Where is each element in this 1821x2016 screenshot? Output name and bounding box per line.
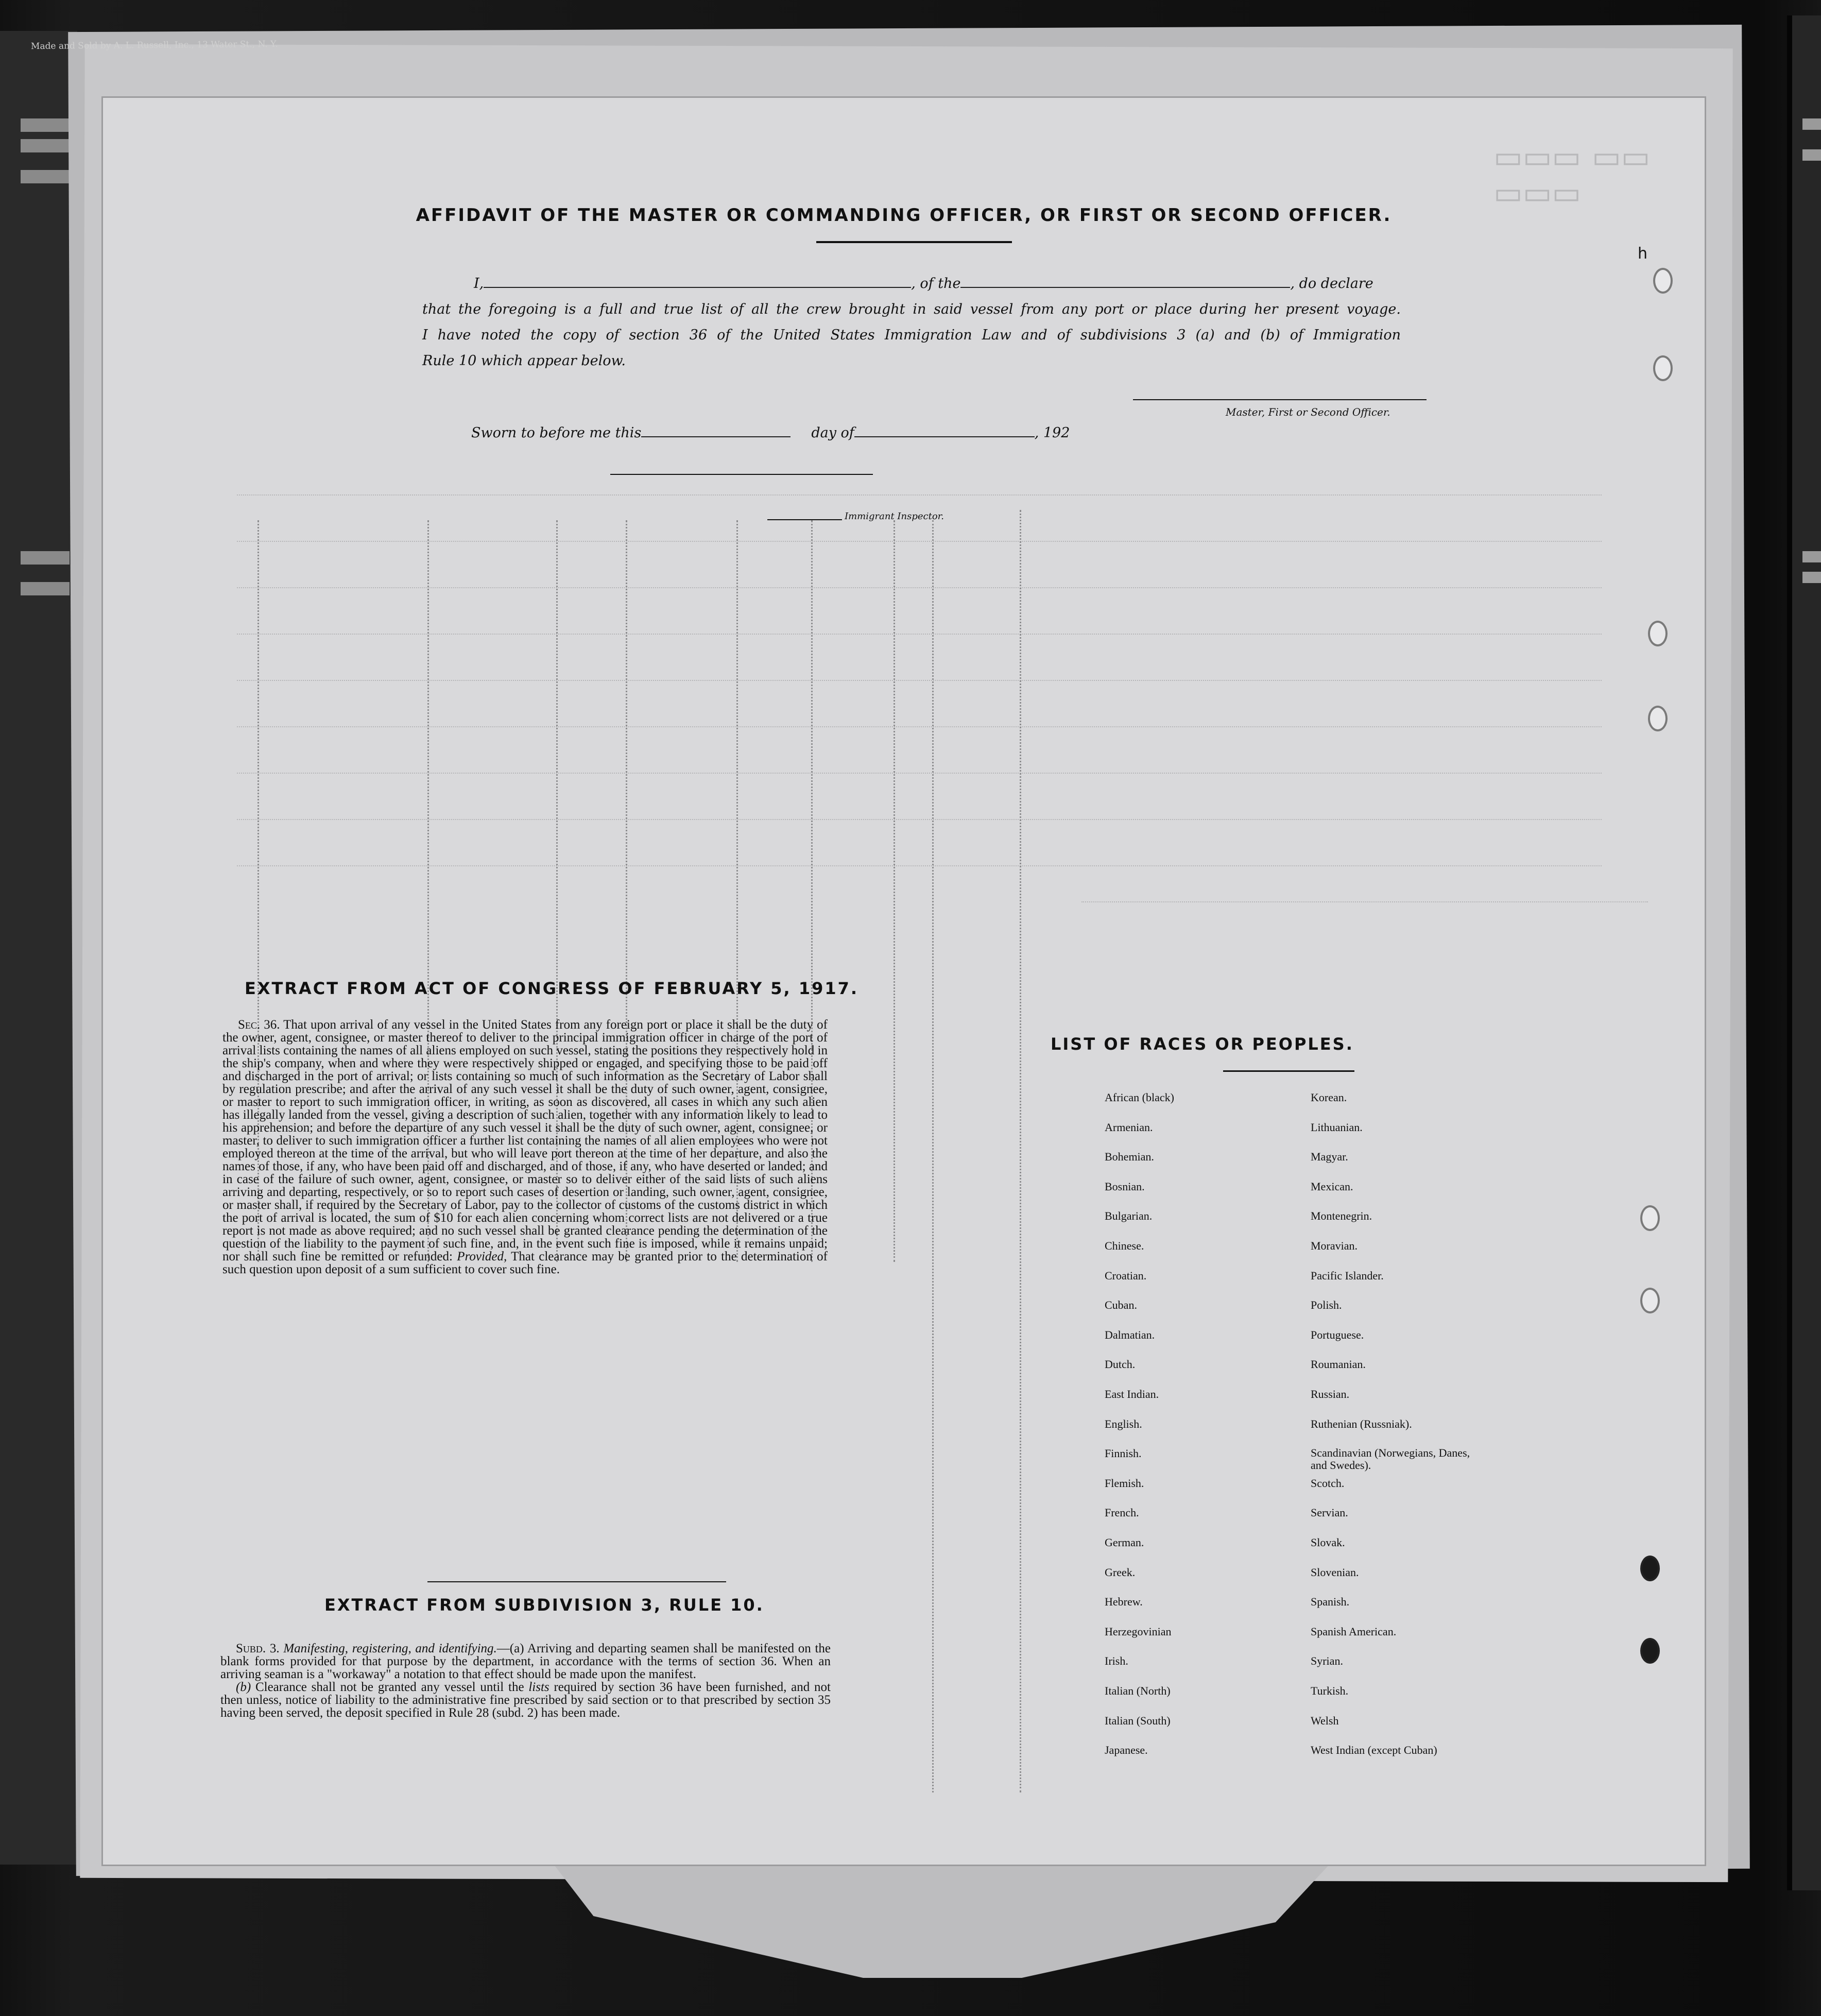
tab-mark: [1802, 572, 1821, 583]
part-b-label: (b): [236, 1680, 251, 1694]
race-item: Spanish.: [1311, 1595, 1350, 1609]
vessel-blank: [960, 278, 1290, 288]
manifest-sheet: [103, 98, 1705, 1865]
proviso-word: Provided,: [457, 1250, 507, 1263]
bleed-through-row: [237, 680, 1602, 681]
section-body: That upon arrival of any vessel in the United States from any foreign port or place it shall be the duty of the owner, agent, consignee, or master thereof to deliver to the principal immigration officer in charge of the port of arrival lists containing the names of all aliens employed on such vessel, stating the positions they respectively hold in the ship's company, when and where they were respectively shipped or engaged, and specifying those to be paid off and discharged in the port of arrival; or lists containing so much of such information as the Secretary of Labor shall by regulation prescribe; and after the arrival of any such vessel it shall be the duty of such owner, agent, consignee, or master to report to such immigration officer, in writing, as soon as discovered, all cases in which any such alien has illegally landed from the vessel, giving a description of such alien, together with any information likely to lead to his apprehension; and before the departure of any such vessel it shall be the duty of such owner, agent, consignee, or master, to deliver to such immigration officer a further list containing the names of all alien employees who were not employed thereon at the time of the arrival, but who will leave port thereon at the time of her departure, and also the names of those, if any, who have been paid off and discharged, and of those, if any, who have deserted or landed; and in case of the failure of such owner, agent, consignee, or master so to deliver either of the said lists of such aliens arriving and departing, respectively, or so to report such cases of desertion or landing, such owner, agent, consignee, or master shall, if required by the Secretary of Labor, pay to the collector of customs of the customs district in which the port of arrival is located, the sum of $10 for each alien concerning whom correct lists are not delivered or a true report is not made as above required; and no such vessel shall be granted clearance pending the determination of the question of the liability to the payment of such fine, and, in the event such fine is imposed, while it remains unpaid; nor shall such fine be remitted or refunded:: [222, 1018, 828, 1263]
race-item: Italian (North): [1105, 1684, 1171, 1697]
part-a-label: —(a): [496, 1642, 524, 1655]
race-item: Welsh: [1311, 1714, 1339, 1727]
race-item: Roumanian.: [1311, 1358, 1366, 1371]
affidavit-i: I,: [474, 276, 484, 292]
act-heading: EXTRACT FROM ACT OF CONGRESS OF FEBRUARY 5, 1917.: [245, 979, 859, 998]
punch-hole: [1648, 621, 1668, 646]
bleed-through-row: [237, 773, 1602, 774]
sworn-line: [471, 425, 1070, 441]
part-a-text: Arriving and departing seamen shall be manifested on the blank forms provided for that purpose by the department, in accordance with the terms of section 36. When an arriving seaman is a "workaway" a notation to that effect should be made upon the manifest.: [220, 1642, 831, 1681]
races-right-column: [1311, 1091, 1506, 1853]
tab-mark: [21, 582, 70, 595]
race-item: German.: [1105, 1536, 1144, 1549]
sworn-text-c: , 192: [1034, 425, 1070, 441]
race-item: Greek.: [1105, 1565, 1136, 1579]
sworn-text-b: day of: [811, 425, 854, 441]
affidavit-declare: , do declare: [1290, 276, 1373, 292]
section-divider: [427, 1581, 726, 1582]
inspector-line-upper: [610, 474, 873, 475]
race-item: Finnish.: [1105, 1447, 1142, 1460]
master-caption: Master, First or Second Officer.: [1226, 406, 1390, 418]
adjacent-page-left: [0, 31, 77, 1865]
race-item: Moravian.: [1311, 1239, 1358, 1252]
tab-mark: [21, 551, 70, 565]
punch-hole: [1640, 1638, 1660, 1664]
punch-hole: [1640, 1205, 1660, 1231]
margin-mark: h: [1638, 245, 1648, 263]
races-heading: LIST OF RACES OR PEOPLES.: [1051, 1034, 1354, 1054]
bleed-through-row: [237, 634, 1602, 635]
column-rule: [1020, 510, 1021, 1792]
tab-mark: [21, 139, 70, 152]
race-item: Polish.: [1311, 1299, 1342, 1312]
race-item: Dalmatian.: [1105, 1328, 1155, 1341]
race-item: Bulgarian.: [1105, 1209, 1153, 1223]
race-item: Hebrew.: [1105, 1595, 1143, 1609]
race-item: Slovenian.: [1311, 1565, 1359, 1579]
adjacent-page-right: [1787, 15, 1821, 1890]
race-item: Dutch.: [1105, 1358, 1136, 1371]
race-item: Bohemian.: [1105, 1150, 1154, 1164]
bleed-through-row: [237, 587, 1602, 588]
race-item: Magyar.: [1311, 1150, 1348, 1164]
race-item: Ruthenian (Russniak).: [1311, 1417, 1412, 1430]
tab-mark: [1802, 118, 1821, 130]
race-item: Mexican.: [1311, 1180, 1353, 1193]
rule-10-text: [220, 1642, 831, 1719]
affidavit-line-3: I have noted the copy of section 36 of the United States Immigration Law and of subdivisions 3 (a) and (b) of Immigration: [422, 327, 1401, 343]
sworn-text-a: Sworn to before me this: [471, 425, 642, 441]
race-item: Herzegovinian: [1105, 1625, 1172, 1638]
month-blank: [854, 427, 1035, 437]
signature-line: [1133, 399, 1427, 400]
tab-mark: [21, 118, 70, 132]
inspector-line: [767, 519, 842, 520]
printer-imprint: Made and Sold by A. L. Russell, Inc., 13 Water St., N. Y.: [30, 39, 278, 52]
race-item: Scandinavian (Norwegians, Danes, and Swedes).: [1311, 1446, 1470, 1472]
bleed-through-text: ▭▭▭ ▭▭ ▭▭▭: [1493, 139, 1651, 211]
race-item: Spanish American.: [1311, 1625, 1397, 1638]
day-blank: [641, 427, 791, 437]
race-item: Cuban.: [1105, 1299, 1137, 1312]
race-item: Pacific Islander.: [1311, 1269, 1384, 1282]
name-blank: [484, 278, 911, 288]
tab-mark: [1802, 149, 1821, 161]
tab-mark: [1802, 551, 1821, 562]
punch-hole: [1648, 706, 1668, 731]
subd-label: Subd. 3.: [236, 1642, 280, 1655]
race-item: Chinese.: [1105, 1239, 1144, 1252]
rule-heading: EXTRACT FROM SUBDIVISION 3, RULE 10.: [324, 1595, 764, 1615]
race-item: East Indian.: [1105, 1388, 1159, 1400]
subd-title: Manifesting, registering, and identifying.: [283, 1642, 497, 1655]
tab-mark: [21, 170, 70, 183]
race-item: African (black): [1105, 1091, 1174, 1104]
races-underline: [1223, 1070, 1354, 1072]
section-36-text: [222, 1018, 828, 1276]
punch-hole: [1653, 268, 1673, 294]
race-item: Slovak.: [1311, 1536, 1345, 1549]
race-item: Bosnian.: [1105, 1180, 1145, 1193]
bleed-through-row: [237, 494, 1602, 496]
title-underline: [816, 241, 1012, 243]
race-item: Portuguese.: [1311, 1328, 1364, 1341]
race-item: Japanese.: [1105, 1744, 1148, 1757]
bleed-through-row: [237, 865, 1602, 866]
punch-hole: [1653, 355, 1673, 381]
race-item: Flemish.: [1105, 1476, 1144, 1490]
race-item: Armenian.: [1105, 1120, 1153, 1134]
race-item: West Indian (except Cuban): [1311, 1744, 1437, 1757]
race-item: English.: [1105, 1417, 1142, 1430]
column-rule: [894, 520, 895, 1262]
part-b-pre: Clearance shall not be granted any vessel until the: [255, 1680, 524, 1694]
affidavit-line-2: that the foregoing is a full and true list of all the crew brought in said vessel from any port or place during her present voyage.: [422, 301, 1401, 317]
affidavit-of-the: , of the: [911, 276, 961, 292]
race-item: Turkish.: [1311, 1684, 1349, 1697]
race-item: Italian (South): [1105, 1714, 1171, 1727]
bleed-through-row: [237, 726, 1602, 727]
part-b-post: required by section 36 have been furnished, and not then unless, notice of liability to the administrative fine prescribed by said section or to that prescribed by section 35 having been served, the deposit specified in Rule 28 (subd. 2) has been made.: [220, 1680, 831, 1720]
part-b-lists: lists: [528, 1680, 549, 1694]
punch-hole: [1640, 1288, 1660, 1313]
race-item: Servian.: [1311, 1506, 1348, 1519]
race-item: Russian.: [1311, 1388, 1350, 1400]
section-label: Sec. 36.: [238, 1018, 280, 1032]
bleed-through-row: [237, 541, 1602, 542]
race-item: Montenegrin.: [1311, 1209, 1372, 1223]
race-item: Irish.: [1105, 1654, 1128, 1668]
punch-hole: [1640, 1556, 1660, 1581]
race-item: Scotch.: [1311, 1476, 1345, 1490]
paper-flap: [546, 1854, 1339, 1978]
affidavit-line-4: Rule 10 which appear below.: [422, 353, 626, 369]
bleed-through-row: [1081, 901, 1648, 902]
race-item: Korean.: [1311, 1091, 1347, 1104]
bleed-through-row: [237, 819, 1602, 820]
race-item: Syrian.: [1311, 1654, 1343, 1668]
race-item: Lithuanian.: [1311, 1120, 1363, 1134]
proviso-text: That clearance may be granted prior to the determination of such question upon deposit of a sum sufficient to cover such fine.: [222, 1250, 828, 1276]
races-left-column: [1105, 1091, 1280, 1853]
race-item: Croatian.: [1105, 1269, 1147, 1282]
race-item: French.: [1105, 1506, 1139, 1519]
inspector-caption: Immigrant Inspector.: [845, 511, 944, 522]
column-rule: [932, 520, 934, 1792]
affidavit-line-1: [474, 276, 1373, 292]
affidavit-title: AFFIDAVIT OF THE MASTER OR COMMANDING OFFICER, OR FIRST OR SECOND OFFICER.: [416, 205, 1392, 226]
